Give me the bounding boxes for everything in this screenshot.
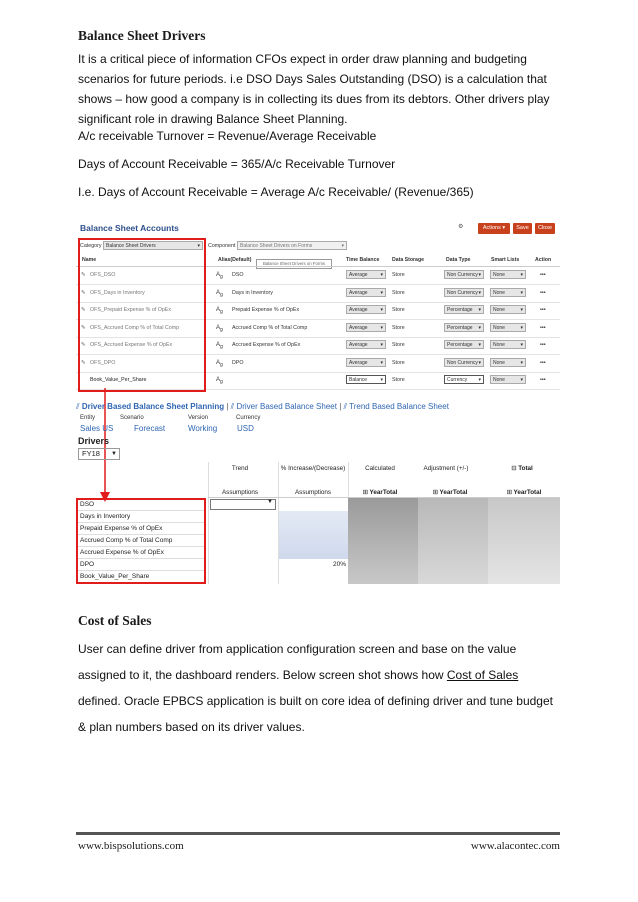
row-name: OFS_Accrued Expense % of OpEx <box>90 342 173 348</box>
smart-list-value: None <box>493 272 505 278</box>
alias-icon: $A_g$ <box>216 307 223 316</box>
row-alias: Accrued Expense % of OpEx <box>232 342 301 348</box>
highlight-box <box>78 238 206 392</box>
actions-button[interactable]: Actions ▾ <box>478 223 510 234</box>
row-alias: Days in Inventory <box>232 289 273 296</box>
pov-entity-label: Entity <box>80 415 96 421</box>
chevron-down-icon: ▾ <box>520 324 523 331</box>
driver-row: Days in Inventory <box>78 511 204 523</box>
tab-driver-sheet-label[interactable]: Driver Based Balance Sheet <box>236 402 337 411</box>
pov-version-label: Version <box>188 415 209 421</box>
time-balance-select[interactable] <box>346 375 386 384</box>
chevron-down-icon: ▾ <box>380 307 383 313</box>
chevron-down-icon: ▼ <box>111 451 117 457</box>
paragraph-text: User can define driver from application configuration screen and base on the value assigned to it, the dashboard renders. Below screen shot shows how <box>78 642 517 682</box>
sub-year-total-label: YearTotal <box>513 489 542 496</box>
pov-entity-value[interactable]: Sales US <box>80 424 114 433</box>
data-type-value: Non Currency <box>447 289 478 296</box>
edit-icon[interactable]: ✎ <box>81 359 86 366</box>
smart-list-value: None <box>493 324 505 331</box>
row-action-menu[interactable]: ••• <box>540 272 546 278</box>
time-balance-select[interactable] <box>346 305 386 314</box>
alias-icon: $A_g$ <box>216 289 223 298</box>
row-action-menu[interactable]: ••• <box>540 324 546 331</box>
row-name: OFS_Prepaid Expense % of OpEx <box>90 307 171 313</box>
formula-days-receivable: Days of Account Receivable = 365/A/c Receivable Turnover <box>78 157 396 171</box>
chart-icon: ⫽ <box>230 402 235 411</box>
row-data-storage: Store <box>392 272 405 278</box>
col-action[interactable]: Action <box>535 257 552 263</box>
chevron-down-icon: ▾ <box>341 243 344 249</box>
row-alias: DSO <box>232 272 244 278</box>
expand-icon[interactable]: ⊞ <box>362 489 368 496</box>
row-action-menu[interactable]: ••• <box>540 289 546 296</box>
time-balance-value: Average <box>349 359 368 366</box>
row-name: OFS_Accrued Comp % of Total Comp <box>90 324 180 331</box>
time-balance-value: Average <box>349 342 368 348</box>
time-balance-select[interactable] <box>346 270 386 279</box>
section-heading-balance-sheet-drivers: Balance Sheet Drivers <box>78 28 206 43</box>
section-heading-cost-of-sales: Cost of Sales <box>78 613 152 628</box>
driver-row: DSO <box>78 499 204 511</box>
alias-icon: $A_g$ <box>216 272 223 281</box>
time-balance-value: Average <box>349 324 368 331</box>
row-data-storage: Store <box>392 342 405 348</box>
time-balance-select[interactable] <box>346 358 386 367</box>
smart-list-select[interactable] <box>490 358 526 367</box>
intro-paragraph: It is a critical piece of information CFOs expect in order draw planning and budgeting scenarios for future periods. i.e DSO Days Sales Outstanding (DSO) is a calculation that shows – how good a company is in collecting its dues from its debtors. Other drivers play significant role in drawing Balance Sheet Planning. <box>78 52 550 126</box>
pov-version-value[interactable]: Working <box>188 424 218 433</box>
sub-year-total-label: YearTotal <box>439 489 468 496</box>
driver-row: DPO <box>78 559 204 571</box>
component-value: Balance Sheet Drivers on Forms <box>240 243 313 249</box>
footer-right[interactable]: www.alacontec.com <box>470 840 560 852</box>
driver-planning-screenshot <box>76 399 560 587</box>
component-select[interactable] <box>237 241 347 250</box>
chevron-down-icon: ▾ <box>380 342 383 348</box>
driver-row: Accrued Expense % of OpEx <box>78 547 204 559</box>
chevron-down-icon: ▾ <box>380 377 383 383</box>
footer-left[interactable]: www.bispsolutions.com <box>78 840 184 852</box>
chevron-down-icon: ▾ <box>520 342 523 348</box>
chevron-down-icon: ▾ <box>478 342 481 348</box>
col-adjustment: Adjustment (+/-) <box>423 465 469 472</box>
smart-list-select[interactable] <box>490 305 526 314</box>
smart-list-value: None <box>493 342 505 348</box>
edit-icon[interactable]: ✎ <box>81 324 86 331</box>
pov-scenario-value[interactable]: Forecast <box>134 424 166 433</box>
smart-list-value: None <box>493 289 505 296</box>
smart-list-value: None <box>493 359 505 366</box>
edit-icon[interactable]: ✎ <box>81 289 86 296</box>
edit-icon[interactable]: ✎ <box>81 272 86 278</box>
data-type-value: Percentage <box>447 342 473 348</box>
driver-row: Book_Value_Per_Share <box>78 571 204 583</box>
data-type-select[interactable] <box>444 270 484 279</box>
balance-sheet-accounts-screenshot <box>76 218 560 390</box>
settings-icon[interactable]: ⚙ <box>458 224 464 230</box>
category-label: Category <box>80 243 102 249</box>
smart-list-select[interactable] <box>490 375 526 384</box>
time-balance-select[interactable] <box>346 323 386 332</box>
data-type-select[interactable] <box>444 288 484 297</box>
category-value: Balance Sheet Drivers <box>106 243 156 249</box>
row-data-storage: Store <box>392 307 405 313</box>
alias-icon: $A_g$ <box>216 342 223 351</box>
time-balance-value: Average <box>349 272 368 278</box>
col-data-type[interactable]: Data Type <box>446 257 471 263</box>
col-pct-increase: % Increase/(Decrease) <box>280 465 346 472</box>
row-alias: Accrued Comp % of Total Comp <box>232 324 308 331</box>
chevron-down-icon: ▾ <box>478 289 481 296</box>
total-cells <box>488 498 560 584</box>
chevron-down-icon: ▾ <box>478 324 481 331</box>
pov-currency-value[interactable]: USD <box>237 424 254 433</box>
chevron-down-icon: ▾ <box>520 359 523 366</box>
sub-assumptions: Assumptions <box>221 489 259 496</box>
cost-of-sales-link[interactable]: Cost of Sales <box>446 668 519 682</box>
cost-of-sales-paragraph <box>78 636 563 740</box>
col-alias[interactable]: Alias(Default) <box>218 257 252 263</box>
chevron-down-icon: ▾ <box>520 272 523 278</box>
formula-receivable-turnover: A/c receivable Turnover = Revenue/Average Receivable <box>78 129 377 143</box>
nav-separator: | <box>226 402 229 411</box>
component-label: Component <box>208 243 236 249</box>
data-type-value: Percentage <box>447 324 473 331</box>
time-balance-value: Average <box>349 289 368 296</box>
time-balance-value: Average <box>349 307 368 313</box>
dpo-pct-value[interactable]: 20% <box>332 561 346 568</box>
row-data-storage: Store <box>392 377 405 383</box>
data-type-select[interactable] <box>444 340 484 349</box>
data-type-value: Percentage <box>447 307 473 313</box>
time-balance-select[interactable] <box>346 340 386 349</box>
sub-assumptions: Assumptions <box>294 489 332 496</box>
col-smart-lists[interactable]: Smart Lists <box>491 257 520 263</box>
data-type-select[interactable] <box>444 305 484 314</box>
chevron-down-icon: ▾ <box>380 324 383 331</box>
bsa-title: Balance Sheet Accounts <box>80 223 179 233</box>
highlight-box <box>76 498 206 584</box>
row-data-storage: Store <box>392 359 405 366</box>
calculated-cells <box>348 498 418 584</box>
data-type-select[interactable] <box>444 375 484 384</box>
col-trend: Trend <box>231 465 249 472</box>
col-calculated: Calculated <box>365 465 395 472</box>
row-action-menu[interactable]: ••• <box>540 377 546 383</box>
row-action-menu[interactable]: ••• <box>540 342 546 348</box>
driver-row: Accrued Comp % of Total Comp <box>78 535 204 547</box>
chevron-down-icon: ▾ <box>520 289 523 296</box>
chevron-down-icon: ▾ <box>478 307 481 313</box>
alias-icon: $A_g$ <box>216 377 223 386</box>
sub-year-total-label: YearTotal <box>369 489 398 496</box>
pov-currency-label: Currency <box>236 415 261 421</box>
edit-icon[interactable]: ✎ <box>81 307 86 313</box>
footer-rule <box>76 832 560 835</box>
col-data-storage[interactable]: Data Storage <box>392 257 424 263</box>
col-name[interactable]: Name <box>82 257 97 263</box>
smart-list-select[interactable] <box>490 340 526 349</box>
col-total-label: Total <box>518 465 533 472</box>
row-name: OFS_Days in Inventory <box>90 289 145 296</box>
row-name: OFS_DPO <box>90 359 116 366</box>
save-button[interactable]: Save <box>513 223 532 234</box>
chevron-down-icon: ▼ <box>267 499 273 505</box>
input-cells[interactable] <box>279 511 348 559</box>
expand-icon[interactable]: ⊞ <box>432 489 438 496</box>
data-type-value: Non Currency <box>447 359 478 366</box>
chevron-down-icon: ▾ <box>380 289 383 296</box>
chevron-down-icon: ▾ <box>478 272 481 278</box>
alias-icon: $A_g$ <box>216 359 223 368</box>
chevron-down-icon: ▾ <box>197 243 200 249</box>
smart-list-select[interactable] <box>490 288 526 297</box>
trend-dropdown[interactable] <box>210 499 276 510</box>
year-value: FY18 <box>82 449 100 458</box>
data-type-value: Non Currency <box>447 272 478 278</box>
row-alias: DPO <box>232 359 244 366</box>
smart-list-select[interactable] <box>490 323 526 332</box>
data-type-select[interactable] <box>444 323 484 332</box>
chevron-down-icon: ▾ <box>478 377 481 383</box>
year-select[interactable] <box>78 448 120 460</box>
adjustment-cells <box>418 498 488 584</box>
nav-separator: | <box>339 402 342 411</box>
tab-trend-sheet-label[interactable]: Trend Based Balance Sheet <box>349 402 449 411</box>
time-balance-value: Balance <box>349 377 368 383</box>
smart-list-value: None <box>493 307 505 313</box>
drivers-label: Drivers <box>78 436 110 446</box>
row-alias: Prepaid Expense % of OpEx <box>232 307 300 313</box>
chevron-down-icon: ▾ <box>478 359 481 366</box>
row-action-menu[interactable]: ••• <box>540 359 546 366</box>
chart-icon: ⫽ <box>343 402 348 411</box>
row-action-menu[interactable]: ••• <box>540 307 546 313</box>
chevron-down-icon: ▾ <box>380 272 383 278</box>
chart-icon: ⫽ <box>76 402 80 411</box>
data-type-value: Currency <box>447 377 468 383</box>
driver-row: Prepaid Expense % of OpEx <box>78 523 204 535</box>
edit-icon[interactable]: ✎ <box>81 342 86 348</box>
close-button[interactable]: Close <box>535 223 555 234</box>
alias-icon: $A_g$ <box>216 324 223 333</box>
pov-scenario-label: Scenario <box>120 415 144 421</box>
tab-driver-planning-label: Driver Based Balance Sheet Planning <box>81 402 225 411</box>
row-name: Book_Value_Per_Share <box>90 377 147 383</box>
chevron-down-icon: ▾ <box>380 359 383 366</box>
tab-driver-planning[interactable] <box>76 402 449 412</box>
row-data-storage: Store <box>392 324 405 331</box>
expand-icon[interactable]: ⊞ <box>506 489 512 496</box>
row-data-storage: Store <box>392 289 405 296</box>
paragraph-text: defined. Oracle EPBCS application is built on core idea of defining driver and tune budget & plan numbers based on its driver values. <box>78 694 553 734</box>
data-type-select[interactable] <box>444 358 484 367</box>
tooltip: Balance Sheet Drivers on Forms <box>256 259 332 269</box>
row-name: OFS_DSO <box>90 272 116 278</box>
smart-list-select[interactable] <box>490 270 526 279</box>
chevron-down-icon: ▾ <box>520 307 523 313</box>
formula-days-receivable-alt: I.e. Days of Account Receivable = Average A/c Receivable/ (Revenue/365) <box>78 185 474 199</box>
collapse-icon[interactable]: ⊟ <box>511 465 517 472</box>
time-balance-select[interactable] <box>346 288 386 297</box>
col-time-balance[interactable]: Time Balance <box>346 257 380 263</box>
chevron-down-icon: ▾ <box>520 377 523 383</box>
smart-list-value: None <box>493 377 505 383</box>
